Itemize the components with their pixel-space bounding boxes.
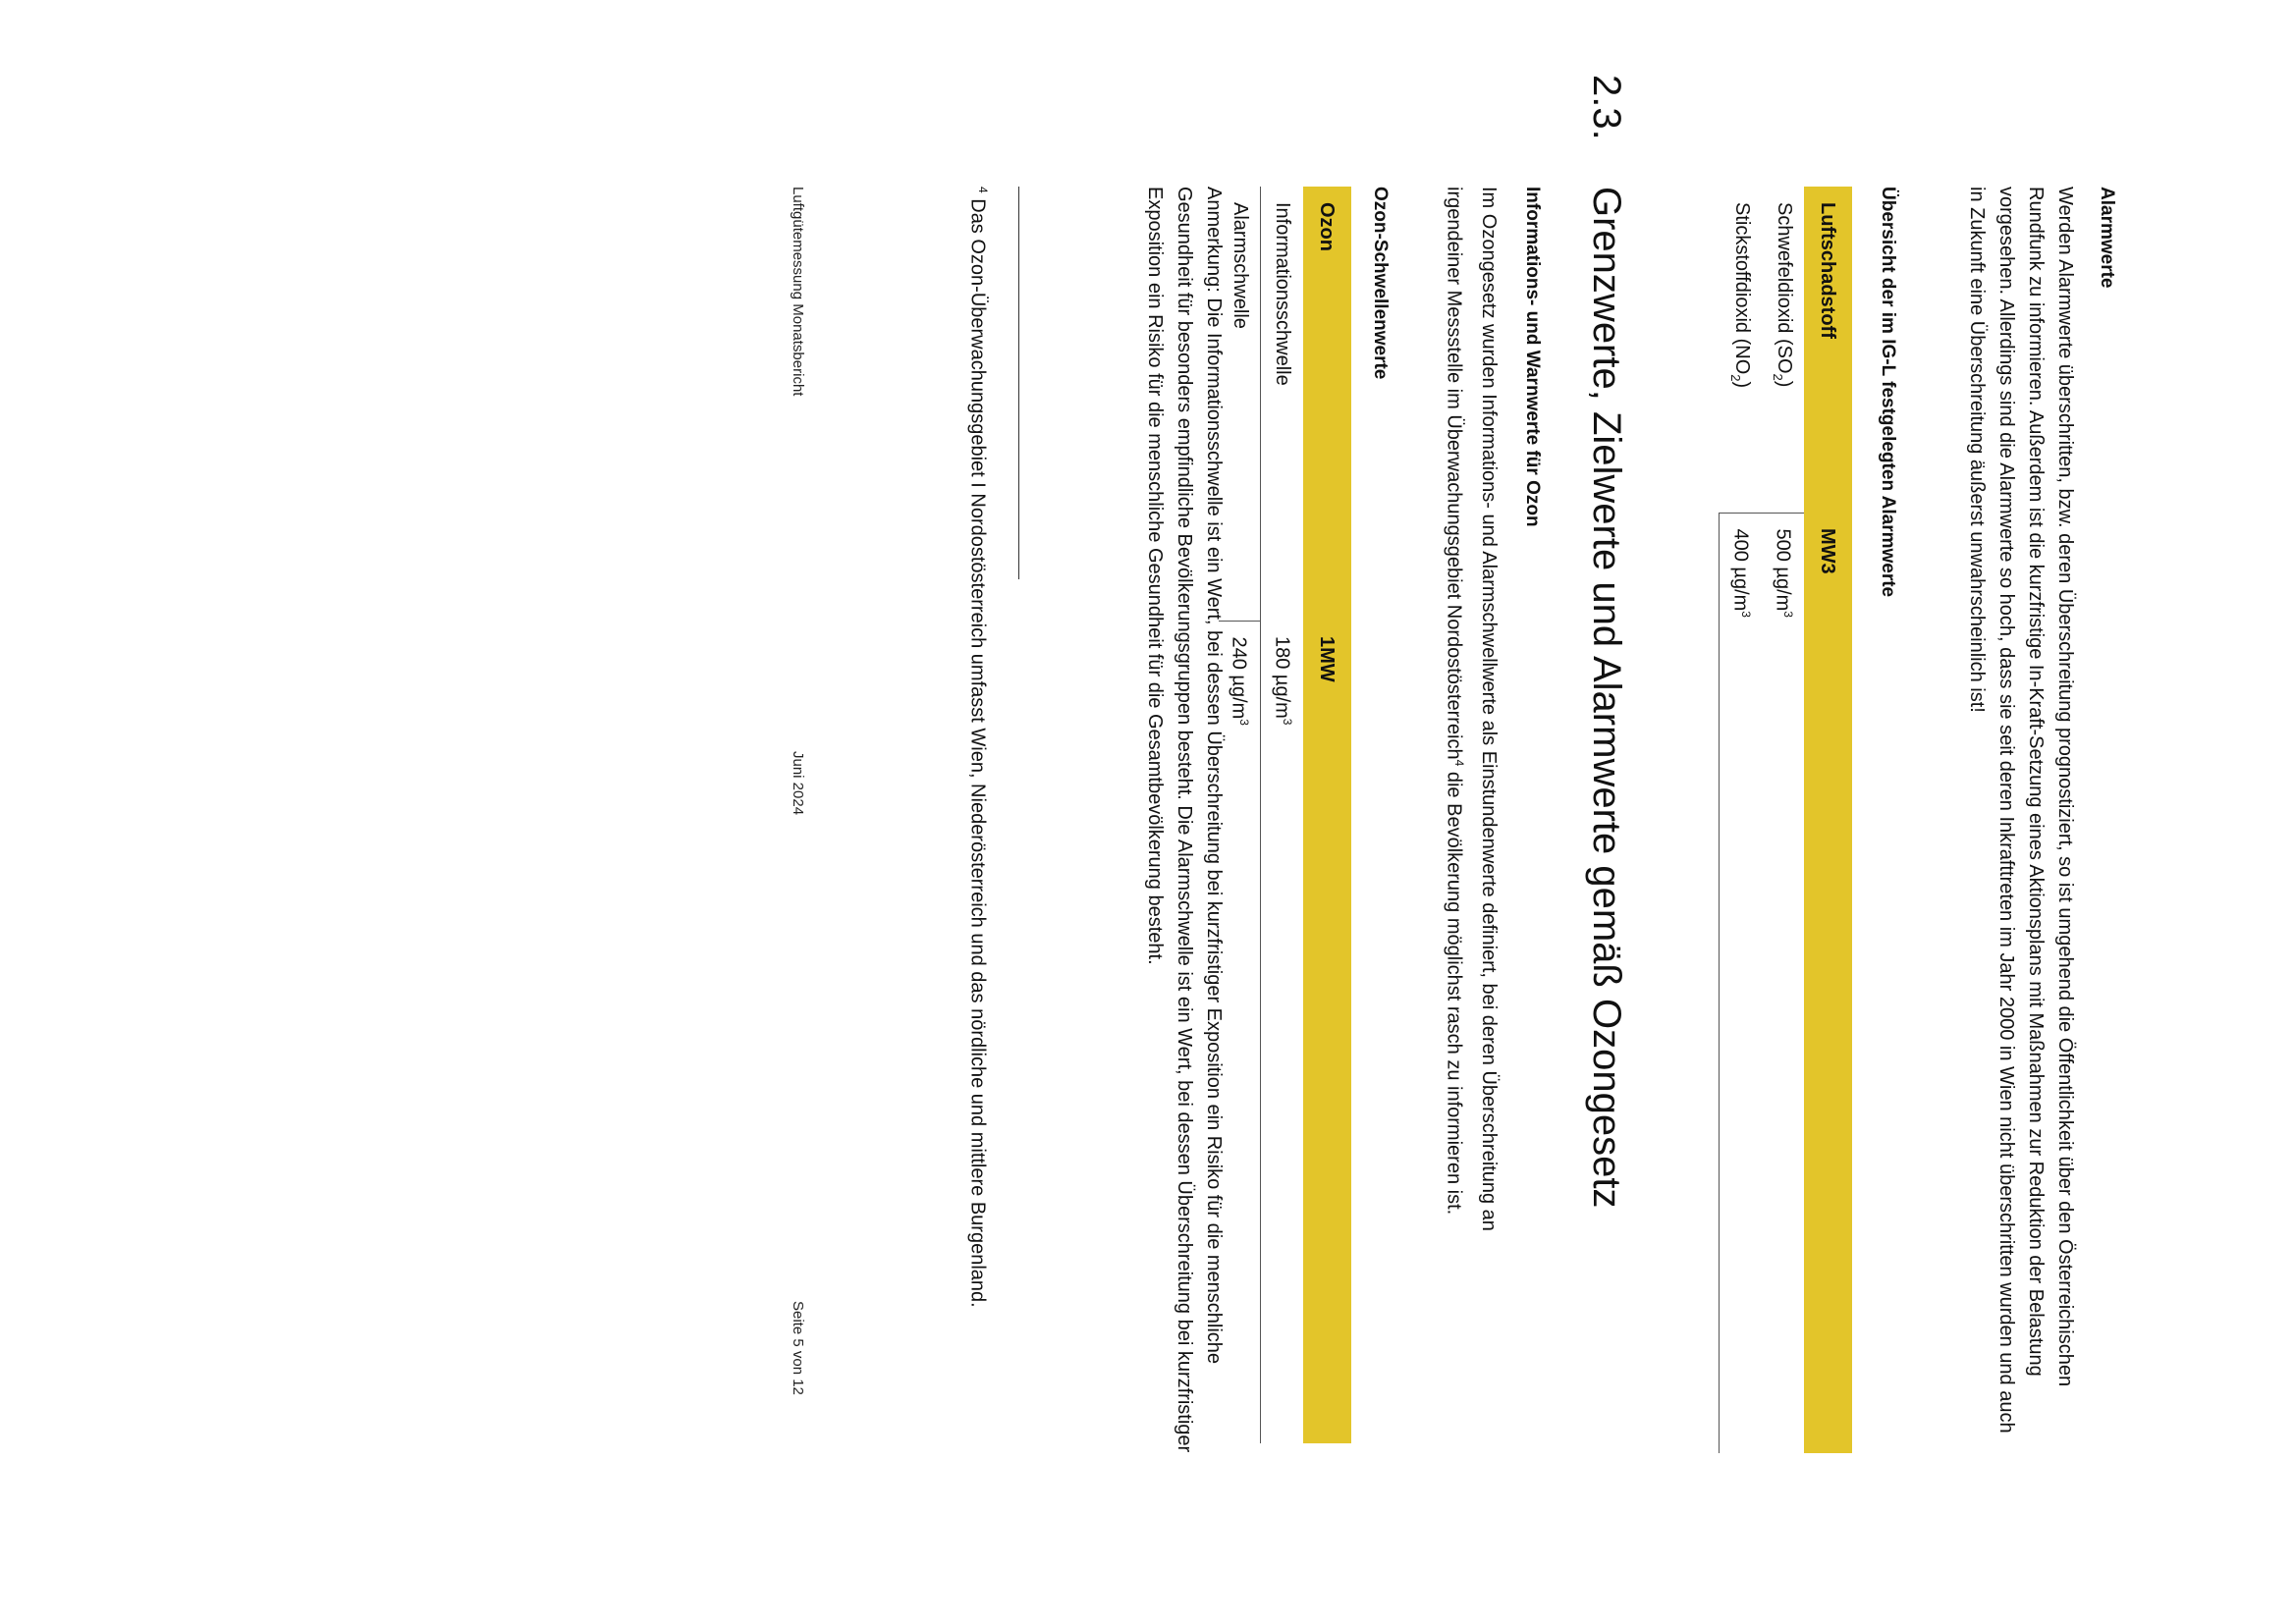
alarm-heading: Alarmwerte xyxy=(2097,187,2117,289)
threshold-value-cell: 180 $\mu g/m^3$ xyxy=(1261,621,1303,1443)
pollutant-cell: Stickstoffdioxid $(NO_2)$ xyxy=(1720,187,1762,513)
ozone-table-col-ozon: Ozon xyxy=(1316,202,1338,251)
alarm-paragraph: Werden Alarmwerte überschritten, bzw. deren Überschreitung prognostiziert, so ist umgehend die Öffentlichkeit über den Österreichischen Rundfunk zu informieren. Außerdem ist die kurzfristige In-Kraft-Setzung eines Aktionsplans mit Maßnahmen zur Reduktion der Belastung vorgesehen. Allerdings sind die Alarmwerte so hoch, dass sie seit deren Inkrafttreten im Jahr 2000 in Wien nicht überschritten wurden und auch in Zukunft eine Überschreitung äußerst unwahrscheinlich ist! xyxy=(1966,187,2076,1434)
footnote-reference: 4 xyxy=(1452,759,1466,767)
footnote: $^4$ Das Ozon-Überwachungsgebiet I Nordostösterreich umfasst Wien, Niederösterreich und das nördliche und mittlere Burgenland. xyxy=(966,187,990,1308)
footer-page-number: Seite 5 von 12 xyxy=(790,1301,806,1395)
table-row xyxy=(1261,187,1303,1443)
ozone-table-header xyxy=(1303,187,1351,1443)
ozone-note: Anmerkung: Die Informationsschwelle ist ein Wert, bei dessen Überschreitung bei kurzfristiger Exposition ein Risiko für die menschliche Gesundheit für besonders empfindliche Bevölkerungsgruppen besteht. Die Alarmschwelle ist ein Wert, bei dessen Überschreitung bei kurzfristiger Exposition ein Risiko für die menschliche Gesundheit für die Gesamtbevölkerung besteht. xyxy=(1144,187,1225,1453)
threshold-name-cell: Informationsschwelle xyxy=(1261,187,1303,621)
ozone-paragraph: Im Ozongesetz wurden Informations- und Alarmschwellwerte als Einstundenwerte definiert, bei deren Überschreitung an irgendeiner Messstelle im Überwachungsgebiet Nordostösterreich$^4$ die Bevölkerung möglichst rasch zu informieren ist. xyxy=(1443,187,1500,1231)
table-row xyxy=(1762,187,1804,1453)
footer-report-name: Luftgütemessung Monatsbericht xyxy=(790,187,806,397)
alarm-table-col-mw3: MW3 xyxy=(1817,528,1838,574)
alarm-table-header xyxy=(1804,187,1852,1453)
value-cell: 400 $\mu g/m^3$ xyxy=(1720,513,1762,1453)
alarm-table-caption: Übersicht der im IG-L festgelegten Alarmwerte xyxy=(1878,187,1898,598)
ozone-table xyxy=(1219,187,1351,1443)
value-cell: 500 $\mu g/m^3$ xyxy=(1772,528,1795,618)
footnote-separator xyxy=(1018,187,1019,579)
ozone-table-caption: Ozon-Schwellenwerte xyxy=(1370,187,1391,380)
section-number: 2.3. xyxy=(1585,75,1628,140)
ozone-subheading: Informations- und Warnwerte für Ozon xyxy=(1522,187,1543,527)
threshold-value-cell: 240 $\mu g/m^3$ xyxy=(1228,636,1252,726)
alarm-table xyxy=(1719,187,1852,1453)
pollutant-cell: Schwefeldioxid $(SO_2)$ xyxy=(1762,187,1804,513)
section-title: Grenzwerte, Zielwerte und Alarmwerte gemäß Ozongesetz xyxy=(1585,187,1628,1209)
table-row xyxy=(1720,187,1762,1453)
alarm-table-col-pollutant: Luftschadstoff xyxy=(1817,202,1838,339)
threshold-name-cell: Alarmschwelle xyxy=(1219,187,1261,621)
ozone-table-col-1mw: 1MW xyxy=(1316,636,1338,682)
footer-date: Juni 2024 xyxy=(790,751,806,816)
